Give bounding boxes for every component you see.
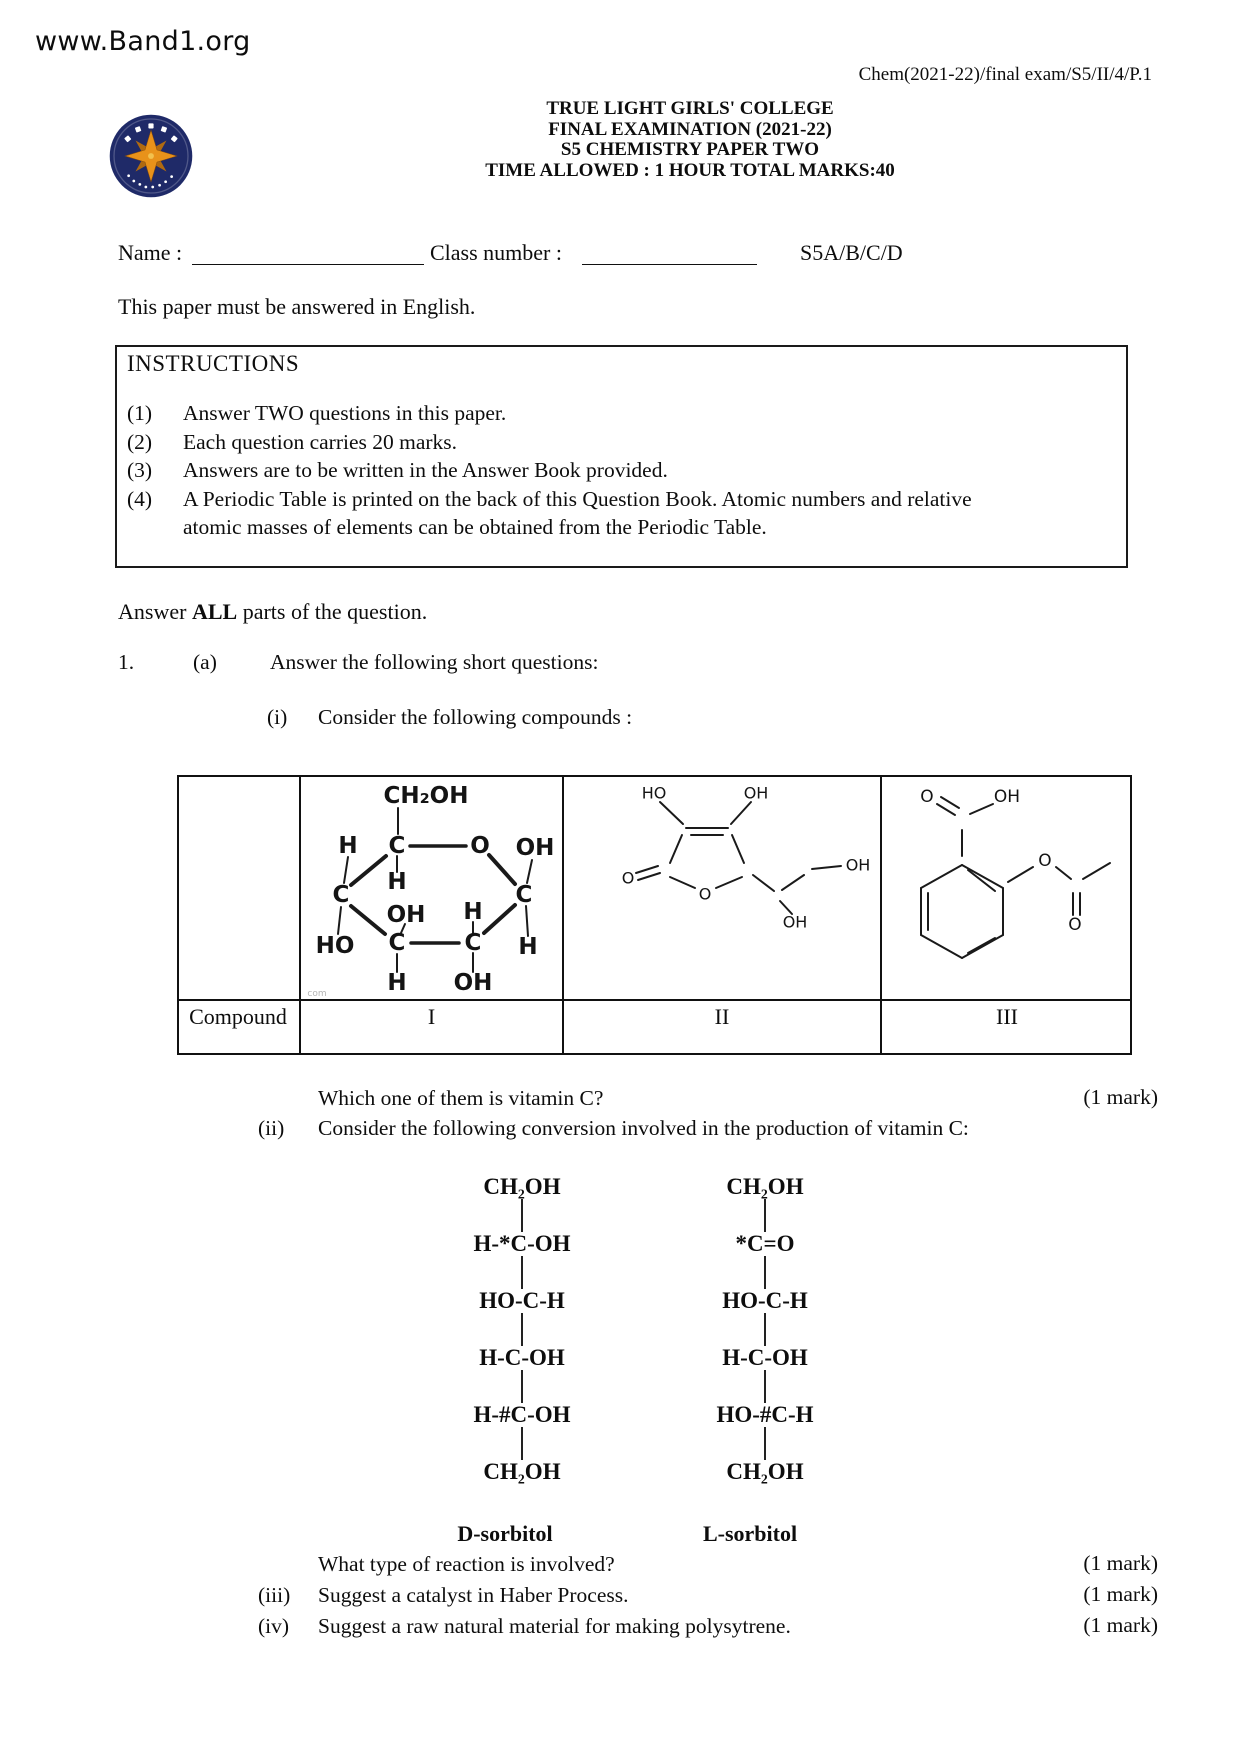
svg-text:H: H bbox=[518, 934, 538, 960]
svg-text:OH: OH bbox=[845, 855, 871, 875]
svg-text:C: C bbox=[388, 833, 406, 859]
part-iv-text: Suggest a raw natural material for making polysytrene. bbox=[318, 1614, 791, 1638]
compound-table bbox=[177, 775, 1132, 1055]
svg-text:C: C bbox=[332, 882, 350, 908]
svg-text:H: H bbox=[463, 899, 483, 925]
time-marks-line: TIME ALLOWED : 1 HOUR TOTAL MARKS:40 bbox=[485, 159, 895, 181]
sorbitol-formula-row: HO-C-H bbox=[722, 1288, 808, 1313]
instruction-number: (3) bbox=[127, 458, 153, 483]
sorbitol-formula-row: H-C-OH bbox=[479, 1345, 565, 1370]
part-iv-label: (iv) bbox=[258, 1614, 290, 1638]
bond-line bbox=[764, 1427, 766, 1460]
sorbitol-formula-row: CH₂OH bbox=[726, 1459, 804, 1484]
class-number-blank-line bbox=[582, 240, 757, 265]
bond-line bbox=[521, 1313, 523, 1346]
part-iii-marks: (1 mark) bbox=[1083, 1582, 1158, 1606]
compound-2-structure bbox=[564, 777, 882, 999]
school-header bbox=[340, 99, 1040, 181]
band1-watermark: www.Band1.org bbox=[35, 26, 251, 57]
class-group: S5A/B/C/D bbox=[800, 240, 903, 265]
svg-text:H: H bbox=[338, 833, 358, 859]
part-iv-marks: (1 mark) bbox=[1083, 1613, 1158, 1637]
svg-text:O: O bbox=[920, 787, 934, 807]
instruction-number: (1) bbox=[127, 401, 153, 425]
answer-all-bold: ALL bbox=[191, 599, 238, 624]
d-sorbitol-label: D-sorbitol bbox=[457, 1521, 553, 1546]
svg-text:O: O bbox=[1038, 851, 1052, 871]
bond-line bbox=[764, 1313, 766, 1346]
svg-text:OH: OH bbox=[386, 902, 426, 928]
bond-line bbox=[764, 1199, 766, 1232]
instruction-number: (2) bbox=[127, 429, 153, 454]
bond-line bbox=[521, 1199, 523, 1232]
vitamin-c-marks: (1 mark) bbox=[1083, 1085, 1158, 1109]
svg-text:HO: HO bbox=[641, 783, 667, 803]
svg-text:H: H bbox=[387, 970, 407, 996]
instruction-item bbox=[127, 399, 1087, 428]
svg-text:OH: OH bbox=[515, 835, 555, 861]
part-iii-text: Suggest a catalyst in Haber Process. bbox=[318, 1583, 629, 1607]
compound-3-structure bbox=[882, 777, 1136, 999]
svg-text:OH: OH bbox=[782, 912, 808, 932]
language-note: This paper must be answered in English. bbox=[118, 294, 476, 319]
compound-1-numeral: I bbox=[427, 1004, 436, 1029]
instruction-text: Each question carries 20 marks. bbox=[183, 429, 458, 454]
svg-text:O: O bbox=[698, 884, 712, 904]
sorbitol-formula-row: HO-C-H bbox=[479, 1288, 565, 1313]
l-sorbitol-structure bbox=[673, 1175, 857, 1484]
svg-text:H: H bbox=[387, 869, 407, 895]
paper-title: S5 CHEMISTRY PAPER TWO bbox=[560, 139, 820, 160]
svg-text:O: O bbox=[470, 833, 490, 859]
bond-line bbox=[521, 1427, 523, 1460]
instruction-item bbox=[127, 485, 1087, 542]
svg-text:OH: OH bbox=[453, 970, 493, 996]
svg-text:C: C bbox=[515, 882, 533, 908]
reaction-type-marks: (1 mark) bbox=[1083, 1551, 1158, 1575]
bond-line bbox=[764, 1256, 766, 1289]
sorbitol-formula-row: H-*C-OH bbox=[473, 1231, 571, 1256]
answer-all-pre: Answer bbox=[118, 599, 192, 624]
sorbitol-formula-row: CH₂OH bbox=[483, 1174, 561, 1199]
l-sorbitol-label: L-sorbitol bbox=[702, 1521, 798, 1546]
svg-text:C: C bbox=[388, 930, 406, 956]
sorbitol-formula-row: CH₂OH bbox=[726, 1174, 804, 1199]
part-i-text: Consider the following compounds : bbox=[318, 705, 633, 729]
instruction-text: Answers are to be written in the Answer Book provided. bbox=[183, 458, 668, 483]
document-reference: Chem(2021-22)/final exam/S5/II/4/P.1 bbox=[858, 64, 1152, 85]
instruction-text: Answer TWO questions in this paper. bbox=[183, 401, 507, 425]
svg-text:HO: HO bbox=[315, 933, 355, 959]
compound-1-structure bbox=[301, 777, 564, 999]
instruction-item bbox=[127, 456, 1087, 485]
d-sorbitol-structure bbox=[430, 1175, 614, 1484]
svg-text:O: O bbox=[1068, 915, 1082, 935]
answer-all-post: parts of the question. bbox=[237, 599, 428, 624]
svg-text:C: C bbox=[464, 930, 482, 956]
bond-line bbox=[764, 1370, 766, 1403]
sorbitol-formula-row: CH₂OH bbox=[483, 1459, 561, 1484]
class-number-label: Class number : bbox=[430, 240, 562, 265]
instruction-text: A Periodic Table is printed on the back of this Question Book. Atomic numbers and relative atomic masses of elements can be obtained from the Periodic Table. bbox=[183, 486, 972, 540]
school-logo bbox=[108, 113, 194, 199]
exam-title: FINAL EXAMINATION (2021-22) bbox=[548, 118, 832, 140]
sorbitol-formula-row: H-C-OH bbox=[722, 1345, 808, 1370]
name-label: Name : bbox=[118, 240, 183, 265]
vitamin-c-question: Which one of them is vitamin C? bbox=[318, 1086, 604, 1110]
part-ii-label: (ii) bbox=[258, 1116, 285, 1140]
instruction-number: (4) bbox=[127, 486, 153, 511]
question-1-number: 1. bbox=[118, 650, 135, 674]
school-name: TRUE LIGHT GIRLS' COLLEGE bbox=[546, 98, 834, 119]
table-divider bbox=[179, 999, 1130, 1001]
part-iii-label: (iii) bbox=[258, 1583, 291, 1607]
instruction-item bbox=[127, 428, 1087, 457]
part-i-label: (i) bbox=[267, 705, 288, 729]
part-ii-text: Consider the following conversion involved in the production of vitamin C: bbox=[318, 1116, 969, 1140]
svg-text:OH: OH bbox=[993, 787, 1021, 807]
answer-all-note bbox=[118, 599, 427, 625]
sorbitol-formula-row: H-#C-OH bbox=[473, 1402, 571, 1427]
svg-text:CH₂OH: CH₂OH bbox=[383, 783, 469, 809]
instructions-title: INSTRUCTIONS bbox=[127, 351, 300, 376]
question-1a-label: (a) bbox=[193, 650, 217, 674]
svg-text:com: com bbox=[307, 989, 327, 999]
reaction-type-question: What type of reaction is involved? bbox=[318, 1552, 615, 1576]
instructions-list bbox=[127, 399, 1087, 542]
sorbitol-formula-row: *C=O bbox=[735, 1231, 795, 1256]
compound-3-numeral: III bbox=[996, 1004, 1018, 1029]
svg-text:OH: OH bbox=[743, 783, 769, 803]
compound-row-label: Compound bbox=[189, 1004, 287, 1029]
question-1a-text: Answer the following short questions: bbox=[270, 650, 599, 674]
bond-line bbox=[521, 1370, 523, 1403]
sorbitol-formula-row: HO-#C-H bbox=[716, 1402, 814, 1427]
name-blank-line bbox=[192, 240, 424, 265]
svg-text:O: O bbox=[621, 868, 635, 888]
compound-2-numeral: II bbox=[714, 1004, 730, 1029]
bond-line bbox=[521, 1256, 523, 1289]
